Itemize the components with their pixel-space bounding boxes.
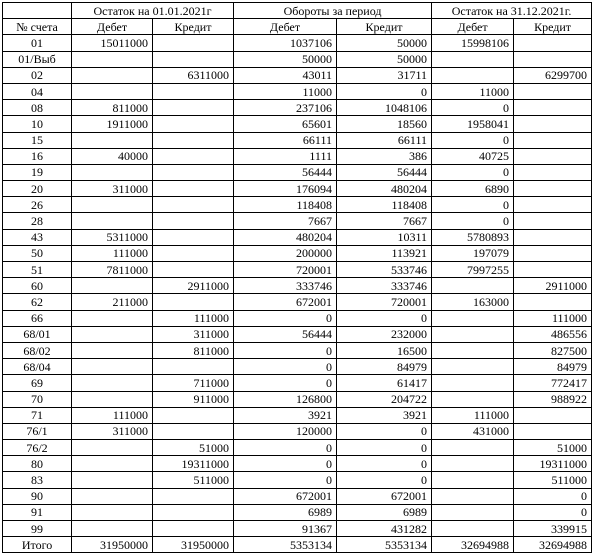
opening-debit-cell: [72, 310, 153, 326]
closing-debit-cell: [432, 504, 514, 520]
table-row: [3, 132, 592, 148]
header-turnover-debit: Дебет: [234, 19, 337, 35]
account-cell: 69: [3, 375, 72, 391]
header-turnover: Обороты за период: [234, 3, 432, 19]
closing-credit-cell: [514, 213, 592, 229]
closing-credit-cell: [514, 35, 592, 51]
turnover-credit-cell: 0: [337, 456, 432, 472]
closing-credit-cell: [514, 245, 592, 261]
closing-debit-cell: 11000: [432, 83, 514, 99]
opening-credit-cell: 51000: [153, 440, 234, 456]
turnover-credit-cell: 66111: [337, 132, 432, 148]
table-row: [3, 310, 592, 326]
opening-debit-cell: [72, 521, 153, 537]
opening-debit-cell: [72, 51, 153, 67]
opening-debit-cell: [72, 164, 153, 180]
opening-credit-cell: [153, 116, 234, 132]
turnover-credit-cell: 333746: [337, 278, 432, 294]
closing-debit-cell: 0: [432, 164, 514, 180]
closing-debit-cell: 1958041: [432, 116, 514, 132]
header-opening-credit: Кредит: [153, 19, 234, 35]
turnover-debit-cell: 56444: [234, 164, 337, 180]
account-cell: 50: [3, 245, 72, 261]
opening-debit-cell: 7811000: [72, 262, 153, 278]
opening-debit-cell: [72, 278, 153, 294]
opening-credit-cell: [153, 181, 234, 197]
account-cell: 76/2: [3, 440, 72, 456]
turnover-debit-cell: 0: [234, 310, 337, 326]
turnover-credit-cell: 0: [337, 472, 432, 488]
turnover-debit-cell: 120000: [234, 423, 337, 439]
opening-debit-cell: 111000: [72, 245, 153, 261]
table-row: [3, 83, 592, 99]
account-cell: 20: [3, 181, 72, 197]
turnover-credit-cell: 386: [337, 148, 432, 164]
opening-credit-cell: [153, 100, 234, 116]
opening-credit-cell: [153, 132, 234, 148]
closing-debit-cell: 6890: [432, 181, 514, 197]
opening-debit-cell: 5311000: [72, 229, 153, 245]
turnover-credit-cell: 672001: [337, 488, 432, 504]
account-cell: 70: [3, 391, 72, 407]
closing-debit-cell: 0: [432, 100, 514, 116]
account-cell: 62: [3, 294, 72, 310]
opening-credit-cell: 911000: [153, 391, 234, 407]
closing-credit-cell: [514, 116, 592, 132]
closing-debit-cell: [432, 456, 514, 472]
closing-credit-cell: [514, 132, 592, 148]
closing-credit-cell: 772417: [514, 375, 592, 391]
turnover-debit-cell: 0: [234, 440, 337, 456]
closing-credit-cell: 486556: [514, 326, 592, 342]
opening-credit-cell: 19311000: [153, 456, 234, 472]
account-cell: 68/01: [3, 326, 72, 342]
turnover-debit-cell: 672001: [234, 294, 337, 310]
closing-debit-cell: [432, 472, 514, 488]
turnover-debit-cell: 480204: [234, 229, 337, 245]
header-opening-debit: Дебет: [72, 19, 153, 35]
opening-debit-cell: [72, 456, 153, 472]
turnover-debit-cell: 1037106: [234, 35, 337, 51]
turnover-debit-cell: 176094: [234, 181, 337, 197]
closing-credit-cell: [514, 407, 592, 423]
turnover-debit-cell: 66111: [234, 132, 337, 148]
closing-credit-cell: [514, 229, 592, 245]
opening-debit-cell: [72, 342, 153, 358]
table-row: [3, 116, 592, 132]
turnover-credit-cell: 50000: [337, 51, 432, 67]
closing-credit-cell: [514, 51, 592, 67]
turnover-credit-cell: 118408: [337, 197, 432, 213]
opening-credit-cell: [153, 262, 234, 278]
opening-debit-cell: [72, 67, 153, 83]
account-cell: 51: [3, 262, 72, 278]
opening-debit-cell: 811000: [72, 100, 153, 116]
closing-debit-cell: 40725: [432, 148, 514, 164]
opening-debit-cell: [72, 375, 153, 391]
turnover-debit-cell: 237106: [234, 100, 337, 116]
table-row: [3, 440, 592, 456]
closing-credit-cell: [514, 262, 592, 278]
table-row: [3, 294, 592, 310]
closing-debit-cell: 431000: [432, 423, 514, 439]
closing-debit-cell: [432, 488, 514, 504]
table-row: [3, 504, 592, 520]
table-row: [3, 423, 592, 439]
closing-credit-cell: 84979: [514, 359, 592, 375]
account-cell: 15: [3, 132, 72, 148]
table-row: [3, 197, 592, 213]
turnover-credit-cell: 431282: [337, 521, 432, 537]
turnover-debit-cell: 50000: [234, 51, 337, 67]
opening-debit-cell: [72, 359, 153, 375]
turnover-credit-cell: 232000: [337, 326, 432, 342]
turnover-credit-cell: 5353134: [337, 537, 432, 553]
table-row: [3, 456, 592, 472]
turnover-credit-cell: 0: [337, 440, 432, 456]
opening-credit-cell: 811000: [153, 342, 234, 358]
turnover-credit-cell: 204722: [337, 391, 432, 407]
table-row: [3, 35, 592, 51]
opening-credit-cell: [153, 197, 234, 213]
opening-debit-cell: [72, 197, 153, 213]
opening-debit-cell: 1911000: [72, 116, 153, 132]
total-row: [3, 537, 592, 553]
turnover-debit-cell: 126800: [234, 391, 337, 407]
opening-credit-cell: 511000: [153, 472, 234, 488]
opening-debit-cell: 31950000: [72, 537, 153, 553]
account-cell: 71: [3, 407, 72, 423]
table-row: [3, 278, 592, 294]
table-row: [3, 342, 592, 358]
opening-credit-cell: [153, 229, 234, 245]
turnover-credit-cell: 1048106: [337, 100, 432, 116]
turnover-credit-cell: 16500: [337, 342, 432, 358]
account-cell: 19: [3, 164, 72, 180]
turnover-debit-cell: 7667: [234, 213, 337, 229]
account-cell: 68/02: [3, 342, 72, 358]
closing-debit-cell: [432, 67, 514, 83]
turnover-credit-cell: 31711: [337, 67, 432, 83]
opening-credit-cell: [153, 164, 234, 180]
closing-credit-cell: 0: [514, 504, 592, 520]
opening-debit-cell: 211000: [72, 294, 153, 310]
turnover-credit-cell: 84979: [337, 359, 432, 375]
table-row: [3, 359, 592, 375]
closing-debit-cell: 163000: [432, 294, 514, 310]
table-row: [3, 375, 592, 391]
closing-debit-cell: 0: [432, 132, 514, 148]
closing-credit-cell: 0: [514, 488, 592, 504]
account-cell: 01/Выб: [3, 51, 72, 67]
closing-debit-cell: [432, 375, 514, 391]
opening-credit-cell: [153, 488, 234, 504]
account-cell: 01: [3, 35, 72, 51]
turnover-credit-cell: 720001: [337, 294, 432, 310]
opening-credit-cell: [153, 148, 234, 164]
table-row: [3, 164, 592, 180]
account-cell: 66: [3, 310, 72, 326]
turnover-debit-cell: 0: [234, 456, 337, 472]
opening-credit-cell: [153, 504, 234, 520]
header-turnover-credit: Кредит: [337, 19, 432, 35]
account-cell: 68/04: [3, 359, 72, 375]
turnover-debit-cell: 43011: [234, 67, 337, 83]
turnover-credit-cell: 10311: [337, 229, 432, 245]
closing-credit-cell: 19311000: [514, 456, 592, 472]
table-row: [3, 407, 592, 423]
turnover-debit-cell: 0: [234, 472, 337, 488]
turnover-credit-cell: 3921: [337, 407, 432, 423]
turnover-debit-cell: 5353134: [234, 537, 337, 553]
opening-credit-cell: [153, 213, 234, 229]
table-row: [3, 148, 592, 164]
closing-credit-cell: [514, 197, 592, 213]
account-cell: 60: [3, 278, 72, 294]
turnover-debit-cell: 720001: [234, 262, 337, 278]
table-row: [3, 391, 592, 407]
table-row: [3, 213, 592, 229]
closing-debit-cell: [432, 342, 514, 358]
turnover-debit-cell: 3921: [234, 407, 337, 423]
opening-debit-cell: 311000: [72, 181, 153, 197]
opening-debit-cell: 311000: [72, 423, 153, 439]
account-cell: 16: [3, 148, 72, 164]
closing-credit-cell: [514, 423, 592, 439]
turnover-debit-cell: 0: [234, 342, 337, 358]
closing-credit-cell: 32694988: [514, 537, 592, 553]
opening-credit-cell: 311000: [153, 326, 234, 342]
closing-credit-cell: [514, 148, 592, 164]
table-row: [3, 326, 592, 342]
closing-debit-cell: 32694988: [432, 537, 514, 553]
turnover-debit-cell: 6989: [234, 504, 337, 520]
turnover-credit-cell: 6989: [337, 504, 432, 520]
opening-debit-cell: [72, 440, 153, 456]
closing-debit-cell: [432, 521, 514, 537]
opening-debit-cell: 40000: [72, 148, 153, 164]
opening-debit-cell: [72, 83, 153, 99]
closing-credit-cell: 827500: [514, 342, 592, 358]
table-row: [3, 51, 592, 67]
closing-credit-cell: 111000: [514, 310, 592, 326]
header-blank: [3, 3, 72, 19]
turnover-balance-table: [2, 2, 592, 553]
opening-credit-cell: 2911000: [153, 278, 234, 294]
table-row: [3, 67, 592, 83]
account-cell: 26: [3, 197, 72, 213]
account-cell: 02: [3, 67, 72, 83]
account-cell: 91: [3, 504, 72, 520]
closing-credit-cell: 511000: [514, 472, 592, 488]
turnover-credit-cell: 50000: [337, 35, 432, 51]
opening-debit-cell: [72, 326, 153, 342]
opening-credit-cell: [153, 423, 234, 439]
table-row: [3, 181, 592, 197]
turnover-debit-cell: 200000: [234, 245, 337, 261]
turnover-credit-cell: 0: [337, 423, 432, 439]
opening-credit-cell: [153, 521, 234, 537]
turnover-debit-cell: 672001: [234, 488, 337, 504]
header-account-number: № счета: [3, 19, 72, 35]
turnover-debit-cell: 56444: [234, 326, 337, 342]
closing-credit-cell: 339915: [514, 521, 592, 537]
opening-credit-cell: [153, 294, 234, 310]
account-cell: 99: [3, 521, 72, 537]
closing-debit-cell: [432, 440, 514, 456]
closing-credit-cell: 51000: [514, 440, 592, 456]
turnover-credit-cell: 61417: [337, 375, 432, 391]
account-cell: 80: [3, 456, 72, 472]
opening-credit-cell: [153, 407, 234, 423]
opening-debit-cell: [72, 213, 153, 229]
header-closing-credit: Кредит: [514, 19, 592, 35]
table-row: [3, 100, 592, 116]
closing-debit-cell: 197079: [432, 245, 514, 261]
closing-debit-cell: [432, 391, 514, 407]
turnover-credit-cell: 533746: [337, 262, 432, 278]
account-cell: Итого: [3, 537, 72, 553]
table-row: [3, 521, 592, 537]
table-row: [3, 229, 592, 245]
closing-credit-cell: 988922: [514, 391, 592, 407]
opening-credit-cell: 111000: [153, 310, 234, 326]
account-cell: 90: [3, 488, 72, 504]
closing-credit-cell: [514, 181, 592, 197]
opening-debit-cell: [72, 488, 153, 504]
opening-credit-cell: 6311000: [153, 67, 234, 83]
opening-debit-cell: [72, 504, 153, 520]
table-row: [3, 245, 592, 261]
closing-debit-cell: 111000: [432, 407, 514, 423]
account-cell: 43: [3, 229, 72, 245]
opening-credit-cell: [153, 35, 234, 51]
opening-credit-cell: [153, 245, 234, 261]
closing-credit-cell: 2911000: [514, 278, 592, 294]
account-cell: 04: [3, 83, 72, 99]
closing-debit-cell: [432, 51, 514, 67]
turnover-debit-cell: 65601: [234, 116, 337, 132]
closing-debit-cell: 0: [432, 197, 514, 213]
opening-debit-cell: 111000: [72, 407, 153, 423]
opening-credit-cell: [153, 51, 234, 67]
closing-debit-cell: 15998106: [432, 35, 514, 51]
header-row-groups: [3, 3, 592, 19]
closing-credit-cell: [514, 83, 592, 99]
table-row: [3, 262, 592, 278]
turnover-credit-cell: 113921: [337, 245, 432, 261]
account-cell: 83: [3, 472, 72, 488]
table-row: [3, 472, 592, 488]
closing-debit-cell: [432, 310, 514, 326]
turnover-debit-cell: 118408: [234, 197, 337, 213]
opening-credit-cell: 31950000: [153, 537, 234, 553]
turnover-debit-cell: 11000: [234, 83, 337, 99]
closing-debit-cell: [432, 278, 514, 294]
turnover-debit-cell: 333746: [234, 278, 337, 294]
opening-credit-cell: [153, 83, 234, 99]
opening-debit-cell: [72, 132, 153, 148]
turnover-credit-cell: 0: [337, 83, 432, 99]
closing-credit-cell: 6299700: [514, 67, 592, 83]
opening-debit-cell: 15011000: [72, 35, 153, 51]
closing-debit-cell: 7997255: [432, 262, 514, 278]
header-row-columns: [3, 19, 592, 35]
turnover-debit-cell: 0: [234, 359, 337, 375]
account-cell: 10: [3, 116, 72, 132]
closing-debit-cell: 0: [432, 213, 514, 229]
header-closing-balance: Остаток на 31.12.2021г.: [432, 3, 592, 19]
closing-debit-cell: [432, 359, 514, 375]
opening-debit-cell: [72, 391, 153, 407]
table-body: [3, 35, 592, 553]
turnover-credit-cell: 56444: [337, 164, 432, 180]
turnover-debit-cell: 91367: [234, 521, 337, 537]
account-cell: 08: [3, 100, 72, 116]
opening-credit-cell: [153, 359, 234, 375]
closing-credit-cell: [514, 294, 592, 310]
closing-debit-cell: 5780893: [432, 229, 514, 245]
closing-credit-cell: [514, 164, 592, 180]
header-closing-debit: Дебет: [432, 19, 514, 35]
turnover-credit-cell: 0: [337, 310, 432, 326]
closing-credit-cell: [514, 100, 592, 116]
account-cell: 28: [3, 213, 72, 229]
turnover-credit-cell: 18560: [337, 116, 432, 132]
closing-debit-cell: [432, 326, 514, 342]
account-cell: 76/1: [3, 423, 72, 439]
opening-debit-cell: [72, 472, 153, 488]
opening-credit-cell: 711000: [153, 375, 234, 391]
header-opening-balance: Остаток на 01.01.2021г: [72, 3, 234, 19]
table-row: [3, 488, 592, 504]
turnover-debit-cell: 1111: [234, 148, 337, 164]
turnover-credit-cell: 7667: [337, 213, 432, 229]
turnover-credit-cell: 480204: [337, 181, 432, 197]
table-header: [3, 3, 592, 35]
turnover-debit-cell: 0: [234, 375, 337, 391]
